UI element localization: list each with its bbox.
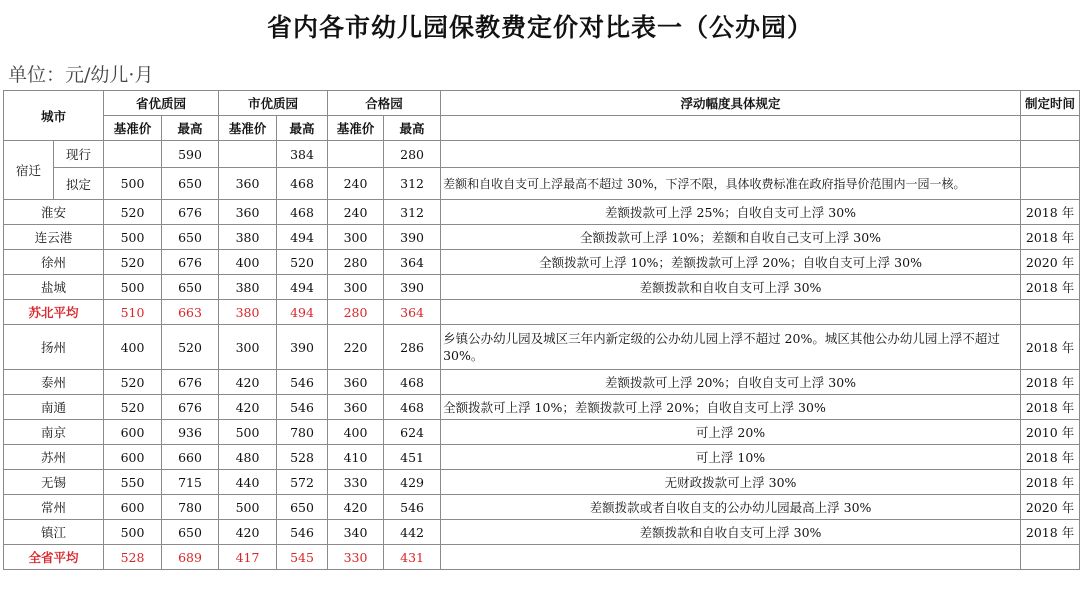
- cell-year: 2018 年: [1021, 200, 1080, 225]
- table-row: [4, 495, 1080, 520]
- cell-qual-max: 624: [384, 420, 441, 445]
- table-row: [4, 445, 1080, 470]
- cell-muni-base: 420: [219, 395, 277, 420]
- cell-prov-base: 520: [104, 250, 162, 275]
- cell-prov-max: 676: [162, 200, 219, 225]
- cell-qual-max: 468: [384, 395, 441, 420]
- cell-muni-max: 546: [277, 395, 328, 420]
- average-label: 苏北平均: [4, 300, 104, 325]
- cell-qual-max: 442: [384, 520, 441, 545]
- city-name: 宿迁: [4, 141, 54, 200]
- cell-qual-max: 546: [384, 495, 441, 520]
- cell-muni-base: 380: [219, 300, 277, 325]
- cell-muni-base: 420: [219, 520, 277, 545]
- cell-qual-max: 451: [384, 445, 441, 470]
- cell-muni-max: 546: [277, 520, 328, 545]
- subheader-max: 最高: [277, 116, 328, 141]
- cell-prov-base: 400: [104, 325, 162, 370]
- cell-year: 2010 年: [1021, 420, 1080, 445]
- cell-muni-base: 380: [219, 275, 277, 300]
- cell-prov-base: 500: [104, 275, 162, 300]
- cell-qual-max: 312: [384, 200, 441, 225]
- cell-prov-base: 520: [104, 395, 162, 420]
- cell-qual-base: 330: [328, 470, 384, 495]
- cell-muni-base: 480: [219, 445, 277, 470]
- page-title: 省内各市幼儿园保教费定价对比表一（公办园）: [266, 13, 813, 42]
- cell-rule: 差额拨款和自收自支可上浮 30%: [441, 520, 1021, 545]
- cell-qual-max: 364: [384, 250, 441, 275]
- table-row: [4, 325, 1080, 370]
- cell-qual-max: 468: [384, 370, 441, 395]
- cell-prov-base: 500: [104, 520, 162, 545]
- cell-qual-base: 410: [328, 445, 384, 470]
- average-label: 全省平均: [4, 545, 104, 570]
- cell-qual-base: 360: [328, 395, 384, 420]
- cell-year: 2018 年: [1021, 520, 1080, 545]
- header-float-rule: 浮动幅度具体规定: [441, 91, 1021, 116]
- table-row: [4, 225, 1080, 250]
- cell-muni-base: 360: [219, 168, 277, 200]
- cell-qual-max: 364: [384, 300, 441, 325]
- cell-qual-base: 400: [328, 420, 384, 445]
- cell-rule: 差额拨款可上浮 25%；自收自支可上浮 30%: [441, 200, 1021, 225]
- cell-qual-base: 330: [328, 545, 384, 570]
- cell-prov-base: 550: [104, 470, 162, 495]
- cell-muni-max: 468: [277, 168, 328, 200]
- city-name: 无锡: [4, 470, 104, 495]
- cell-prov-base: 520: [104, 370, 162, 395]
- table-row: [4, 250, 1080, 275]
- cell-prov-base: 528: [104, 545, 162, 570]
- cell-qual-base: 240: [328, 200, 384, 225]
- cell-prov-max: 689: [162, 545, 219, 570]
- cell-muni-max: 494: [277, 275, 328, 300]
- cell-muni-base: 417: [219, 545, 277, 570]
- cell-qual-base: 220: [328, 325, 384, 370]
- cell-qual-base: 240: [328, 168, 384, 200]
- cell-year: [1021, 300, 1080, 325]
- unit-label: 单位：元/幼儿·月: [8, 64, 154, 86]
- subheader-max: 最高: [384, 116, 441, 141]
- cell-qual-base: [328, 141, 384, 168]
- subheader-base: 基准价: [104, 116, 162, 141]
- cell-muni-base: 420: [219, 370, 277, 395]
- table-row: [4, 141, 1080, 168]
- cell-prov-max: 650: [162, 275, 219, 300]
- cell-qual-base: 360: [328, 370, 384, 395]
- subheader-base: 基准价: [219, 116, 277, 141]
- cell-prov-max: 590: [162, 141, 219, 168]
- cell-muni-base: 500: [219, 420, 277, 445]
- cell-prov-base: [104, 141, 162, 168]
- city-name: 徐州: [4, 250, 104, 275]
- city-name: 淮安: [4, 200, 104, 225]
- subheader-max: 最高: [162, 116, 219, 141]
- cell-prov-max: 676: [162, 395, 219, 420]
- header-provincial-quality: 省优质园: [104, 91, 219, 116]
- empty-cell: [1021, 168, 1080, 200]
- cell-muni-base: [219, 141, 277, 168]
- cell-qual-max: 390: [384, 225, 441, 250]
- city-name: 南通: [4, 395, 104, 420]
- cell-muni-max: 520: [277, 250, 328, 275]
- cell-qual-base: 420: [328, 495, 384, 520]
- table-row: [4, 370, 1080, 395]
- cell-prov-base: 520: [104, 200, 162, 225]
- cell-prov-base: 500: [104, 168, 162, 200]
- cell-muni-max: 468: [277, 200, 328, 225]
- cell-prov-base: 500: [104, 225, 162, 250]
- cell-prov-max: 650: [162, 168, 219, 200]
- cell-rule: 全额拨款可上浮 10%；差额拨款可上浮 20%；自收自支可上浮 30%: [441, 250, 1021, 275]
- city-name: 苏州: [4, 445, 104, 470]
- cell-prov-max: 650: [162, 520, 219, 545]
- cell-qual-max: 286: [384, 325, 441, 370]
- cell-muni-base: 360: [219, 200, 277, 225]
- cell-year: 2018 年: [1021, 325, 1080, 370]
- cell-muni-base: 300: [219, 325, 277, 370]
- city-name: 扬州: [4, 325, 104, 370]
- cell-rule: 全额拨款可上浮 10%；差额拨款可上浮 20%；自收自支可上浮 30%: [441, 395, 1021, 420]
- cell-prov-max: 715: [162, 470, 219, 495]
- cell-prov-max: 663: [162, 300, 219, 325]
- table-row: [4, 470, 1080, 495]
- cell-qual-base: 280: [328, 300, 384, 325]
- cell-muni-max: 494: [277, 300, 328, 325]
- cell-rule: 差额拨款和自收自支可上浮 30%: [441, 275, 1021, 300]
- cell-muni-max: 650: [277, 495, 328, 520]
- cell-prov-max: 780: [162, 495, 219, 520]
- table-row: [4, 545, 1080, 570]
- header-set-time: 制定时间: [1021, 91, 1080, 116]
- table-row: [4, 395, 1080, 420]
- cell-year: [1021, 545, 1080, 570]
- cell-prov-max: 676: [162, 370, 219, 395]
- city-name: 泰州: [4, 370, 104, 395]
- table-row: [4, 300, 1080, 325]
- header-qualified: 合格园: [328, 91, 441, 116]
- cell-rule: 无财政拨款可上浮 30%: [441, 470, 1021, 495]
- cell-rule: 差额拨款可上浮 20%；自收自支可上浮 30%: [441, 370, 1021, 395]
- price-comparison-table: [3, 90, 1080, 570]
- header-municipal-quality: 市优质园: [219, 91, 328, 116]
- cell-rule: 可上浮 20%: [441, 420, 1021, 445]
- cell-year: 2020 年: [1021, 250, 1080, 275]
- cell-muni-base: 400: [219, 250, 277, 275]
- cell-rule: 可上浮 10%: [441, 445, 1021, 470]
- cell-muni-max: 545: [277, 545, 328, 570]
- cell-rule: [441, 300, 1021, 325]
- cell-muni-max: 384: [277, 141, 328, 168]
- cell-prov-base: 510: [104, 300, 162, 325]
- cell-qual-base: 280: [328, 250, 384, 275]
- cell-muni-max: 572: [277, 470, 328, 495]
- cell-year: 2018 年: [1021, 395, 1080, 420]
- cell-prov-max: 650: [162, 225, 219, 250]
- cell-year: 2020 年: [1021, 495, 1080, 520]
- table-row: [4, 200, 1080, 225]
- sub-label: 拟定: [54, 168, 104, 200]
- city-name: 南京: [4, 420, 104, 445]
- cell-qual-max: 390: [384, 275, 441, 300]
- cell-muni-base: 500: [219, 495, 277, 520]
- cell-rule: 差额拨款或者自收自支的公办幼儿园最高上浮 30%: [441, 495, 1021, 520]
- sub-label: 现行: [54, 141, 104, 168]
- cell-muni-max: 546: [277, 370, 328, 395]
- cell-muni-base: 380: [219, 225, 277, 250]
- cell-rule: 全额拨款可上浮 10%；差额和自收自己支可上浮 30%: [441, 225, 1021, 250]
- cell-muni-max: 494: [277, 225, 328, 250]
- cell-muni-max: 528: [277, 445, 328, 470]
- cell-muni-max: 780: [277, 420, 328, 445]
- cell-qual-base: 300: [328, 225, 384, 250]
- cell-year: 2018 年: [1021, 470, 1080, 495]
- empty-cell: [1021, 141, 1080, 168]
- cell-rule: 乡镇公办幼儿园及城区三年内新定级的公办幼儿园上浮不超过 20%。城区其他公办幼儿园上浮不超过 30%。: [441, 325, 1021, 370]
- cell-prov-max: 676: [162, 250, 219, 275]
- cell-prov-base: 600: [104, 420, 162, 445]
- table-row: [4, 420, 1080, 445]
- table-row: [4, 520, 1080, 545]
- city-name: 常州: [4, 495, 104, 520]
- cell-prov-max: 936: [162, 420, 219, 445]
- cell-qual-base: 300: [328, 275, 384, 300]
- cell-rule: 差额和自收自支可上浮最高不超过 30%，下浮不限，具体收费标准在政府指导价范围内一园一核。: [441, 168, 1021, 200]
- cell-rule: [441, 545, 1021, 570]
- cell-qual-max: 429: [384, 470, 441, 495]
- cell-qual-max: 431: [384, 545, 441, 570]
- city-name: 盐城: [4, 275, 104, 300]
- empty-cell: [441, 141, 1021, 168]
- cell-prov-base: 600: [104, 495, 162, 520]
- empty-cell: [1021, 116, 1080, 141]
- cell-muni-base: 440: [219, 470, 277, 495]
- city-name: 连云港: [4, 225, 104, 250]
- city-name: 镇江: [4, 520, 104, 545]
- table-row: [4, 275, 1080, 300]
- cell-prov-max: 520: [162, 325, 219, 370]
- cell-year: 2018 年: [1021, 225, 1080, 250]
- cell-qual-max: 280: [384, 141, 441, 168]
- cell-year: 2018 年: [1021, 370, 1080, 395]
- table-row: [4, 168, 1080, 200]
- empty-cell: [441, 116, 1021, 141]
- cell-muni-max: 390: [277, 325, 328, 370]
- cell-prov-max: 660: [162, 445, 219, 470]
- cell-prov-base: 600: [104, 445, 162, 470]
- header-city: 城市: [4, 91, 104, 141]
- cell-year: 2018 年: [1021, 445, 1080, 470]
- cell-qual-max: 312: [384, 168, 441, 200]
- cell-qual-base: 340: [328, 520, 384, 545]
- subheader-base: 基准价: [328, 116, 384, 141]
- cell-year: 2018 年: [1021, 275, 1080, 300]
